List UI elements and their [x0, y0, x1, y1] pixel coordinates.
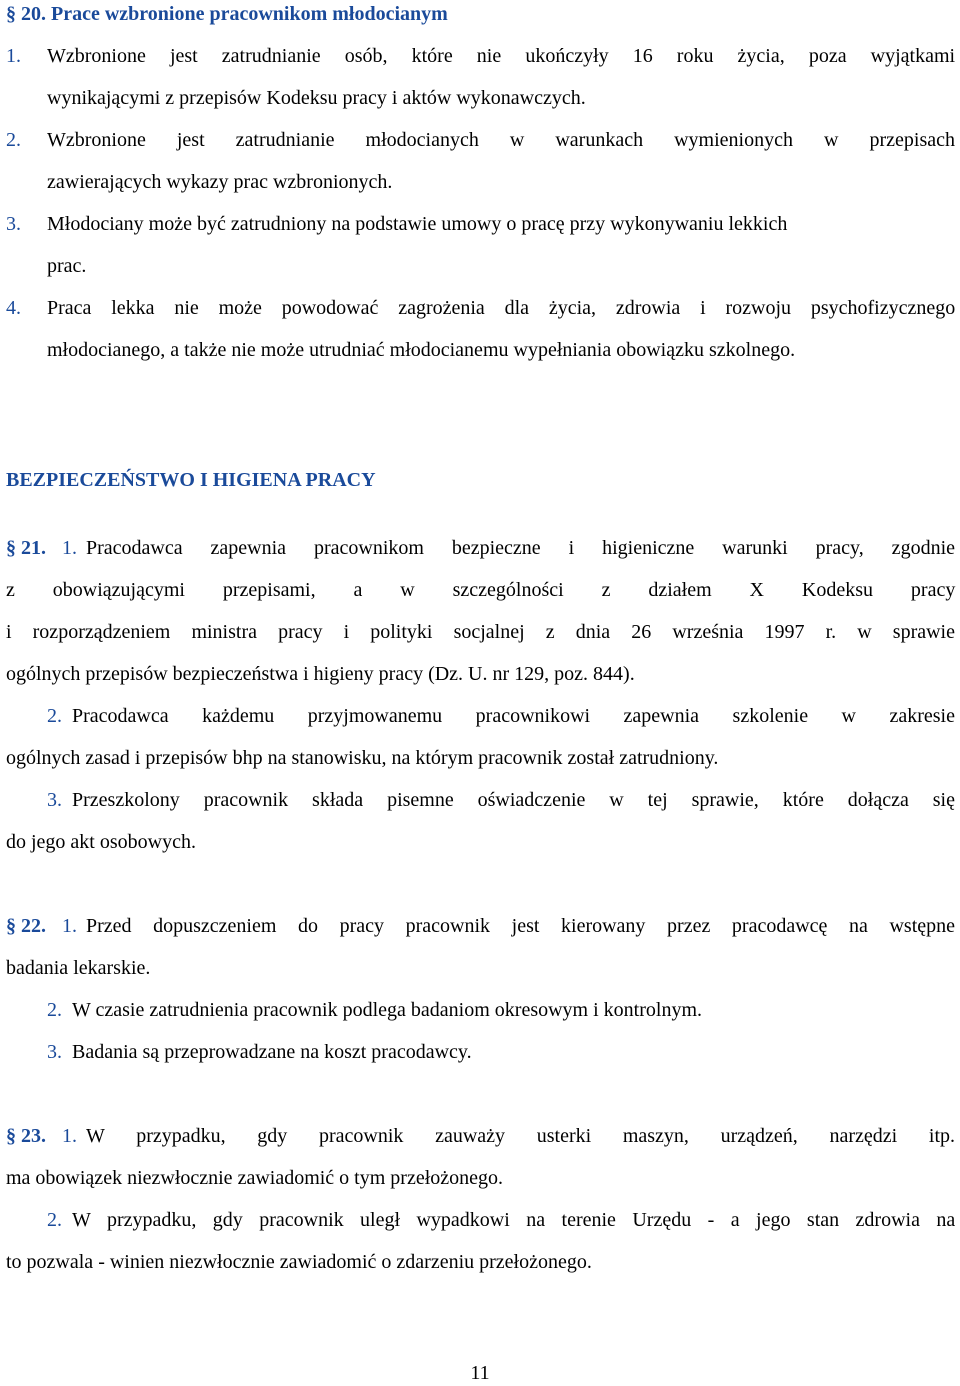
- item-text-line: Młodociany może być zatrudniony na podstawie umowy o pracę przy wykonywaniu lekkich: [47, 213, 788, 235]
- bhp-heading: BEZPIECZEŃSTWO I HIGIENA PRACY: [6, 469, 376, 491]
- section-22-prefix: § 22.: [6, 915, 46, 937]
- paragraph-number: 1.: [62, 537, 77, 559]
- paragraph-line: Badania są przeprowadzane na koszt pracodawcy.: [72, 1041, 472, 1063]
- item-text-line: zawierających wykazy prac wzbronionych.: [47, 171, 393, 193]
- paragraph-number: 2.: [47, 1209, 62, 1231]
- item-text-line: prac.: [47, 255, 87, 277]
- paragraph-number: 2.: [47, 705, 62, 727]
- section-23-prefix: § 23.: [6, 1125, 46, 1147]
- paragraph-line: W przypadku, gdy pracownik zauważy usterki maszyn, urządzeń, narzędzi itp.: [86, 1125, 955, 1147]
- item-text-line: Wzbronione jest zatrudnianie osób, które nie ukończyły 16 roku życia, poza wyjątkami: [47, 45, 956, 67]
- paragraph-line: Przed dopuszczeniem do pracy pracownik jest kierowany przez pracodawcę na wstępne: [86, 915, 956, 937]
- item-text-line: wynikającymi z przepisów Kodeksu pracy i aktów wykonawczych.: [47, 87, 586, 109]
- paragraph-number: 1.: [62, 1125, 77, 1147]
- paragraph-number: 2.: [47, 999, 62, 1021]
- section-20-title: § 20. Prace wzbronione pracownikom młodocianym: [6, 3, 448, 25]
- paragraph-line: ogólnych przepisów bezpieczeństwa i higieny pracy (Dz. U. nr 129, poz. 844).: [6, 663, 635, 685]
- item-text-line: młodocianego, a także nie może utrudniać młodocianemu wypełniania obowiązku szkolnego.: [47, 339, 796, 361]
- paragraph-line: ma obowiązek niezwłocznie zawiadomić o tym przełożonego.: [6, 1167, 504, 1189]
- section-21-prefix: § 21.: [6, 537, 46, 559]
- page-number: 11: [470, 1362, 490, 1384]
- paragraph-number: 3.: [47, 789, 62, 811]
- paragraph-line: W czasie zatrudnienia pracownik podlega badaniom okresowym i kontrolnym.: [72, 999, 702, 1021]
- item-number: 1.: [6, 45, 21, 67]
- paragraph-line: W przypadku, gdy pracownik uległ wypadkowi na terenie Urzędu - a jego stan zdrowia na: [72, 1209, 956, 1231]
- paragraph-line: to pozwala - winien niezwłocznie zawiadomić o zdarzeniu przełożonego.: [6, 1251, 592, 1273]
- item-number: 4.: [6, 297, 21, 319]
- paragraph-line: do jego akt osobowych.: [6, 831, 196, 853]
- paragraph-line: Przeszkolony pracownik składa pisemne oświadczenie w tej sprawie, które dołącza się: [72, 789, 955, 811]
- item-number: 3.: [6, 213, 21, 235]
- paragraph-line: ogólnych zasad i przepisów bhp na stanowisku, na którym pracownik został zatrudniony.: [6, 747, 719, 769]
- paragraph-line: badania lekarskie.: [6, 957, 151, 979]
- paragraph-line: z obowiązującymi przepisami, a w szczególności z działem X Kodeksu pracy: [6, 579, 956, 601]
- paragraph-line: i rozporządzeniem ministra pracy i polityki socjalnej z dnia 26 września 1997 r. w sprawie: [6, 621, 955, 643]
- paragraph-line: Pracodawca każdemu przyjmowanemu pracownikowi zapewnia szkolenie w zakresie: [72, 705, 955, 727]
- item-text-line: Wzbronione jest zatrudnianie młodocianych w warunkach wymienionych w przepisach: [47, 129, 955, 151]
- item-text-line: Praca lekka nie może powodować zagrożenia dla życia, zdrowia i rozwoju psychofizycznego: [47, 297, 956, 319]
- item-number: 2.: [6, 129, 21, 151]
- paragraph-number: 1.: [62, 915, 77, 937]
- paragraph-line: Pracodawca zapewnia pracownikom bezpieczne i higieniczne warunki pracy, zgodnie: [86, 537, 955, 559]
- paragraph-number: 3.: [47, 1041, 62, 1063]
